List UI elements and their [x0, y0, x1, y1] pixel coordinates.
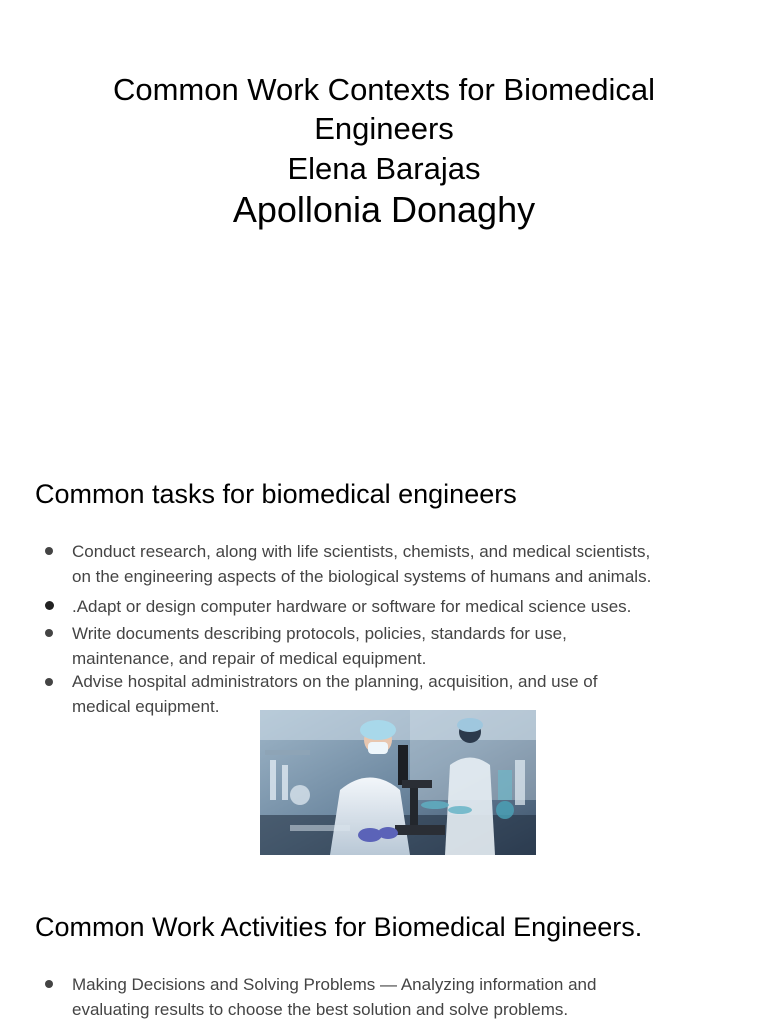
- list-item-line: maintenance, and repair of medical equipment.: [72, 649, 427, 668]
- list-item: [72, 539, 752, 589]
- list-item-line: Write documents describing protocols, policies, standards for use,: [72, 624, 567, 643]
- list-item: [72, 594, 752, 619]
- tasks-heading: Common tasks for biomedical engineers: [35, 479, 517, 509]
- bullet-icon: [45, 629, 53, 637]
- activities-heading: Common Work Activities for Biomedical Engineers.: [35, 912, 643, 942]
- lab-scientist-photo: [260, 710, 536, 855]
- list-item: [72, 621, 752, 671]
- title-line-2: Engineers: [314, 111, 454, 146]
- list-item-line: .Adapt or design computer hardware or software for medical science uses.: [72, 597, 632, 616]
- author-name-1: Elena Barajas: [287, 151, 481, 186]
- list-item: [72, 972, 752, 1022]
- bullet-icon: [45, 547, 53, 555]
- list-item-line: Conduct research, along with life scientists, chemists, and medical scientists,: [72, 542, 651, 561]
- bullet-icon: [45, 601, 54, 610]
- title-line-1: Common Work Contexts for Biomedical: [112, 72, 656, 107]
- author-name-2: Apollonia Donaghy: [232, 189, 536, 230]
- list-item-line: medical equipment.: [72, 697, 220, 716]
- list-item-line: on the engineering aspects of the biological systems of humans and animals.: [72, 567, 652, 586]
- bullet-icon: [45, 678, 53, 686]
- list-item-line: evaluating results to choose the best solution and solve problems.: [72, 1000, 569, 1019]
- list-item-line: Making Decisions and Solving Problems — Analyzing information and: [72, 975, 597, 994]
- list-item-line: Advise hospital administrators on the planning, acquisition, and use of: [72, 672, 598, 691]
- bullet-icon: [45, 980, 53, 988]
